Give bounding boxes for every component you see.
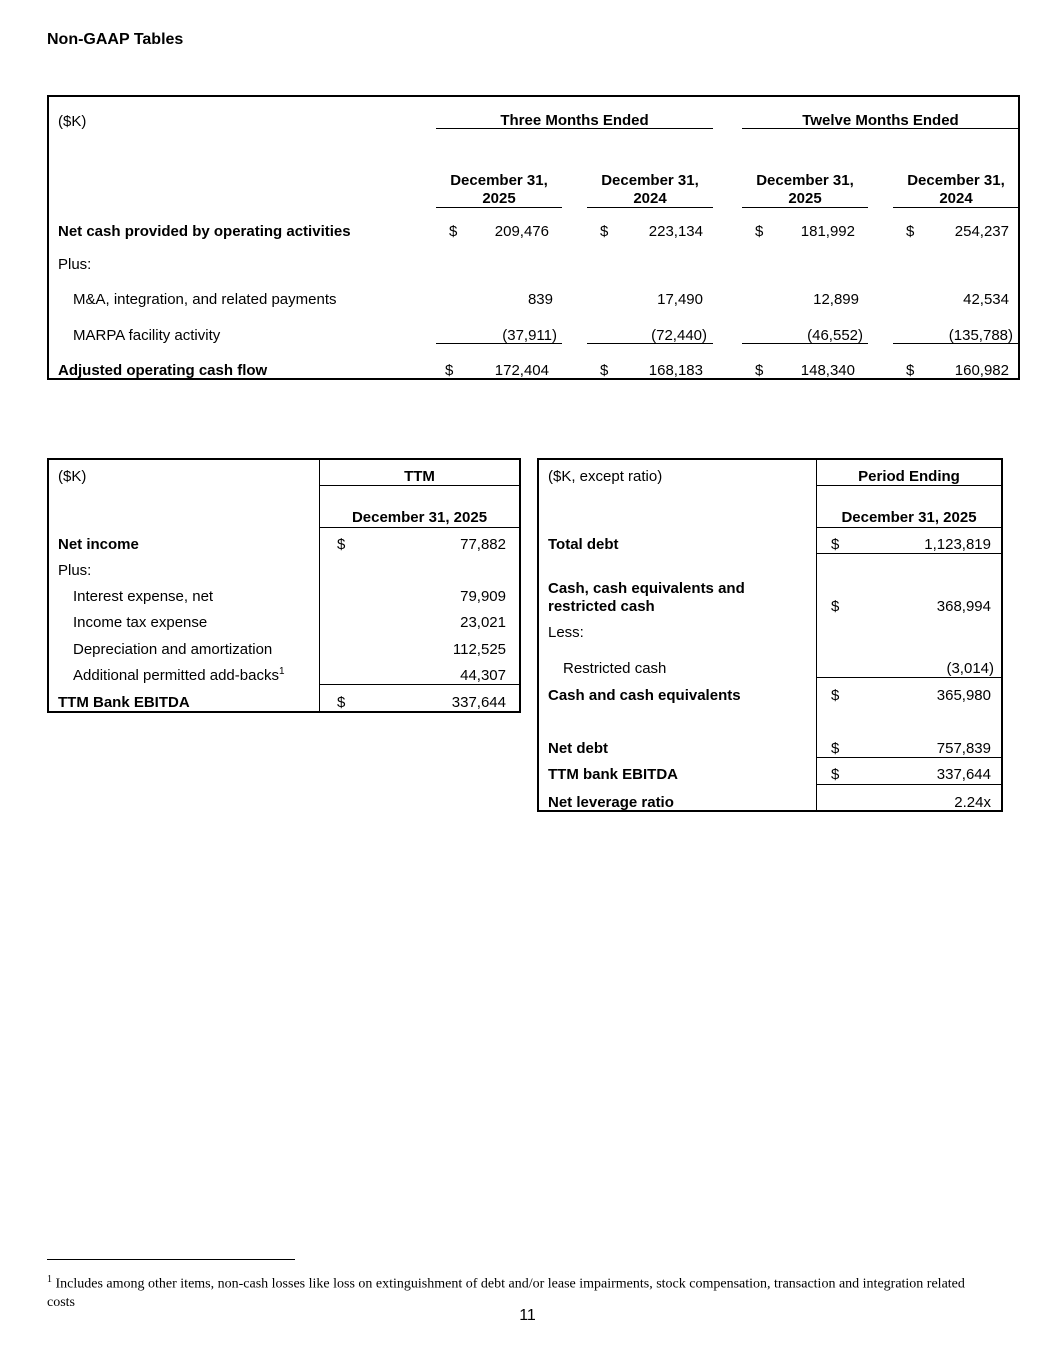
divider — [436, 343, 562, 344]
currency-symbol: $ — [831, 766, 840, 783]
row-label-text: Additional permitted add-backs — [73, 667, 279, 684]
cell-value: 42,534 — [963, 291, 1009, 308]
cell-value: (3,014) — [946, 660, 994, 677]
divider — [742, 128, 1019, 129]
page-number: 11 — [519, 1307, 536, 1324]
divider — [587, 207, 713, 208]
currency-symbol: $ — [449, 223, 458, 240]
cell-value: (72,440) — [651, 327, 707, 344]
column-header: December 31, 2025 — [841, 509, 977, 526]
cell-value: 44,307 — [460, 667, 506, 684]
divider — [817, 757, 1001, 758]
table-unit-label: ($K) — [58, 113, 87, 130]
group-header-three-months: Three Months Ended — [500, 112, 649, 129]
cell-value: 254,237 — [954, 223, 1009, 240]
row-label: Depreciation and amortization — [73, 641, 273, 658]
cell-value: 77,882 — [460, 536, 506, 553]
divider — [320, 485, 519, 486]
divider — [893, 207, 1019, 208]
currency-symbol: $ — [755, 223, 764, 240]
page-title: Non-GAAP Tables — [47, 31, 184, 48]
cell-value: 23,021 — [460, 614, 506, 631]
group-header-twelve-months: Twelve Months Ended — [802, 112, 959, 129]
row-label: Plus: — [58, 562, 92, 579]
currency-symbol: $ — [831, 687, 840, 704]
row-label: Net debt — [548, 740, 608, 757]
currency-symbol: $ — [831, 536, 840, 553]
currency-symbol: $ — [755, 362, 764, 379]
cell-value: 365,980 — [936, 687, 991, 704]
footnote-text: Includes among other items, non-cash losses like loss on extinguishment of debt and/or lease impairments, stock compensation, transaction and integration related costs — [47, 1276, 965, 1310]
cell-value: 17,490 — [657, 291, 703, 308]
row-label: Net cash provided by operating activities — [58, 223, 351, 240]
cell-value: 839 — [527, 291, 553, 308]
row-label: Cash, cash equivalents and restricted cash — [548, 580, 745, 615]
row-label: M&A, integration, and related payments — [73, 291, 337, 308]
cell-value: 12,899 — [813, 291, 859, 308]
divider — [817, 485, 1001, 486]
cell-value: 160,982 — [954, 362, 1009, 379]
currency-symbol: $ — [831, 598, 840, 615]
divider — [320, 527, 519, 528]
currency-symbol: $ — [600, 362, 609, 379]
cell-value: 172,404 — [494, 362, 549, 379]
divider — [436, 207, 562, 208]
row-label: Less: — [548, 624, 584, 641]
row-label: MARPA facility activity — [73, 327, 221, 344]
footnote-marker: 1 — [47, 1274, 52, 1285]
cell-value: (46,552) — [807, 327, 863, 344]
currency-symbol: $ — [906, 362, 915, 379]
divider — [817, 784, 1001, 785]
table-unit-label: ($K) — [58, 468, 87, 485]
currency-symbol: $ — [337, 694, 346, 711]
divider — [817, 677, 1001, 678]
footnote — [47, 1271, 977, 1312]
divider — [893, 343, 1019, 344]
row-label: Adjusted operating cash flow — [58, 362, 268, 379]
group-header-period-ending: Period Ending — [858, 468, 960, 485]
column-header: December 31, 2025 — [756, 172, 854, 207]
divider — [320, 684, 519, 685]
row-label: Income tax expense — [73, 614, 208, 631]
divider — [742, 207, 868, 208]
table-unit-label: ($K, except ratio) — [548, 468, 663, 485]
currency-symbol: $ — [337, 536, 346, 553]
row-label: Net leverage ratio — [548, 794, 674, 811]
column-header: December 31, 2024 — [601, 172, 699, 207]
cell-value: (135,788) — [948, 327, 1013, 344]
footnote-ref: 1 — [278, 666, 285, 677]
row-label: Cash and cash equivalents — [548, 687, 741, 704]
row-label — [73, 667, 285, 684]
currency-symbol: $ — [831, 740, 840, 757]
divider — [587, 343, 713, 344]
row-label: Interest expense, net — [73, 588, 214, 605]
footnote-rule — [47, 1259, 295, 1260]
divider — [817, 527, 1001, 528]
row-label: Plus: — [58, 256, 92, 273]
row-label: TTM bank EBITDA — [548, 766, 678, 783]
cell-value: 2.24x — [954, 794, 991, 811]
cell-value: 181,992 — [800, 223, 855, 240]
cell-value: 368,994 — [936, 598, 991, 615]
group-header-ttm: TTM — [404, 468, 435, 485]
cell-value: 337,644 — [451, 694, 506, 711]
row-label: Net income — [58, 536, 139, 553]
currency-symbol: $ — [600, 223, 609, 240]
cell-value: 168,183 — [648, 362, 703, 379]
row-label: Restricted cash — [563, 660, 667, 677]
cell-value: 112,525 — [452, 641, 506, 658]
column-header: December 31, 2024 — [907, 172, 1005, 207]
cell-value: 148,340 — [800, 362, 855, 379]
row-label: Total debt — [548, 536, 619, 553]
cell-value: 1,123,819 — [924, 536, 991, 553]
column-header: December 31, 2025 — [351, 509, 488, 526]
currency-symbol: $ — [906, 223, 915, 240]
currency-symbol: $ — [445, 362, 454, 379]
cell-value: 209,476 — [494, 223, 549, 240]
divider — [817, 553, 1001, 554]
divider — [436, 128, 713, 129]
divider — [742, 343, 868, 344]
cell-value: 337,644 — [936, 766, 991, 783]
cell-value: 223,134 — [648, 223, 703, 240]
cell-value: 79,909 — [460, 588, 506, 605]
column-header: December 31, 2025 — [450, 172, 548, 207]
cell-value: 757,839 — [936, 740, 991, 757]
cell-value: (37,911) — [502, 327, 557, 344]
row-label: TTM Bank EBITDA — [58, 694, 190, 711]
